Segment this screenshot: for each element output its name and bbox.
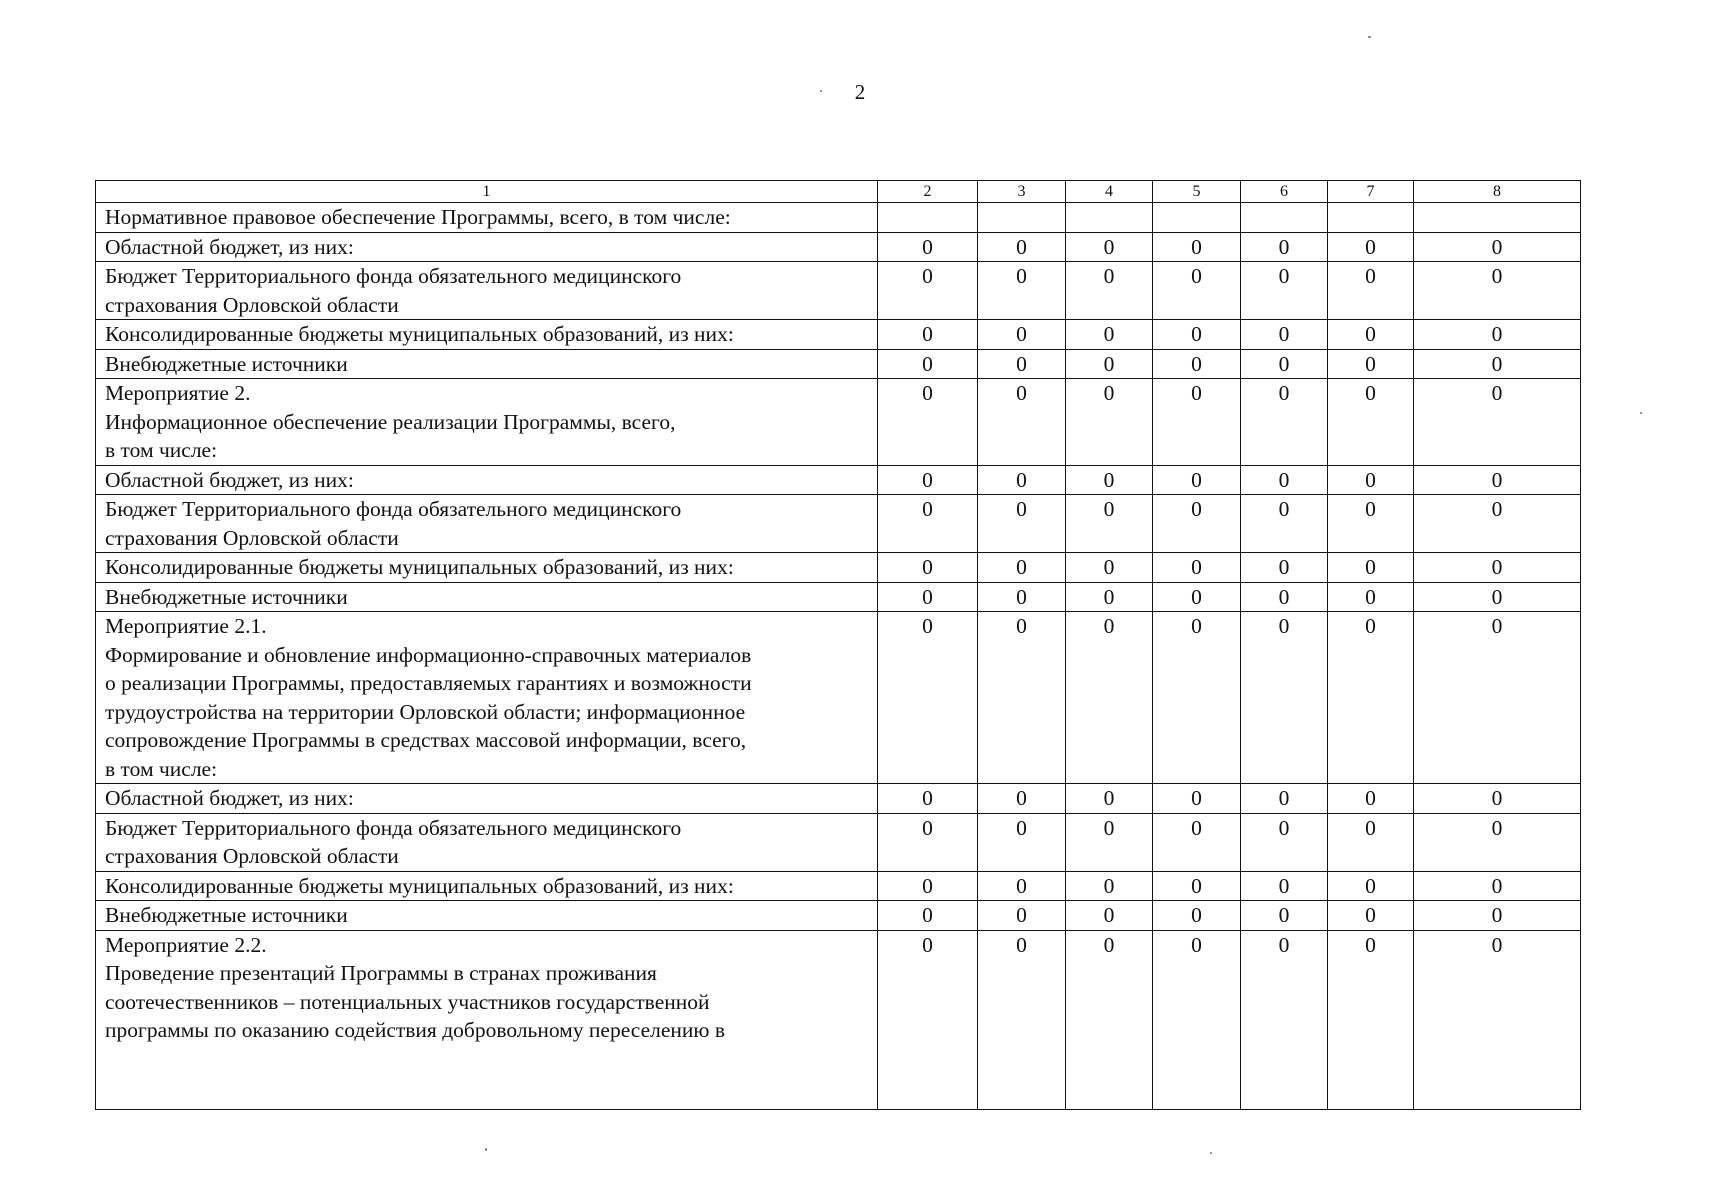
row-label: Внебюджетные источники [105,351,348,376]
value-cell [1066,203,1153,233]
row-label: Внебюджетные источники [105,903,348,927]
value-cell: 0 [1153,784,1241,814]
value-cell: 0 [878,262,978,320]
value-cell [878,203,978,233]
value-cell: 0 [1066,232,1153,262]
value-cell: 0 [1241,813,1328,871]
value-cell: 0 [1241,553,1328,583]
column-header: 5 [1153,181,1241,203]
value-cell: 0 [1414,871,1581,901]
table-row [96,262,1581,320]
value-cell: 0 [878,612,978,784]
table-row [96,612,1581,784]
table-row [96,901,1581,931]
value-cell: 0 [1153,379,1241,466]
value-cell: 0 [978,379,1066,466]
value-cell: 0 [878,232,978,262]
value-cell: 0 [978,349,1066,379]
value-cell: 0 [1066,553,1153,583]
row-label: Мероприятие 2.1. Формирование и обновление информационно-справочных материалов о реализации Программы, предоставляемых гарантиях и возможности трудоустройства на территории Орловской области; информационное сопровождение Программы в средствах массовой информации, всего, в том числе: [105,614,752,781]
value-cell: 0 [1328,784,1414,814]
value-cell: 0 [1153,262,1241,320]
value-cell: 0 [1241,901,1328,931]
value-cell: 0 [1066,262,1153,320]
value-cell: 0 [1066,901,1153,931]
value-cell: 0 [978,553,1066,583]
value-cell: 0 [978,612,1066,784]
value-cell: 0 [1414,465,1581,495]
table-row [96,930,1581,1109]
scan-speck [1210,1152,1212,1154]
value-cell: 0 [978,930,1066,1109]
value-cell: 0 [1328,871,1414,901]
table-row [96,813,1581,871]
value-cell: 0 [1414,582,1581,612]
value-cell: 0 [978,465,1066,495]
value-cell: 0 [1241,930,1328,1109]
value-cell: 0 [1066,465,1153,495]
value-cell: 0 [1153,465,1241,495]
row-label-cell [96,612,878,784]
value-cell: 0 [1414,349,1581,379]
value-cell: 0 [978,495,1066,553]
row-label-cell [96,203,878,233]
scan-speck [1640,412,1642,414]
value-cell: 0 [1414,495,1581,553]
table-row [96,203,1581,233]
row-label-cell [96,813,878,871]
row-label: Консолидированные бюджеты муниципальных образований, из них: [105,873,734,898]
table-row [96,871,1581,901]
row-label-cell [96,465,878,495]
row-label: Бюджет Территориального фонда обязательного медицинского страхования Орловской области [105,497,682,550]
row-label: Нормативное правовое обеспечение Программы, всего, в том числе: [105,205,731,229]
column-header: 7 [1328,181,1414,203]
value-cell: 0 [1414,901,1581,931]
row-label-cell [96,901,878,931]
value-cell: 0 [978,582,1066,612]
value-cell: 0 [1066,813,1153,871]
value-cell: 0 [1153,582,1241,612]
value-cell: 0 [978,871,1066,901]
value-cell: 0 [1241,465,1328,495]
row-label-cell [96,379,878,466]
value-cell [1241,203,1328,233]
column-header-row [96,181,1581,203]
value-cell: 0 [1328,582,1414,612]
table-row [96,379,1581,466]
value-cell: 0 [878,495,978,553]
table-body [96,181,1581,1110]
row-label-cell [96,784,878,814]
value-cell: 0 [1241,379,1328,466]
value-cell: 0 [878,784,978,814]
value-cell: 0 [1328,379,1414,466]
scan-speck [485,1148,487,1151]
table-row [96,349,1581,379]
value-cell: 0 [978,232,1066,262]
value-cell: 0 [1241,582,1328,612]
value-cell: 0 [978,320,1066,350]
row-label: Областной бюджет, из них: [105,786,354,810]
value-cell: 0 [978,784,1066,814]
row-label-cell [96,553,878,583]
value-cell: 0 [1153,320,1241,350]
value-cell: 0 [1328,349,1414,379]
value-cell: 0 [1066,495,1153,553]
row-label-cell [96,349,878,379]
table-row [96,784,1581,814]
column-header: 4 [1066,181,1153,203]
column-header: 6 [1241,181,1328,203]
value-cell: 0 [1414,553,1581,583]
table-row [96,495,1581,553]
column-header: 2 [878,181,978,203]
row-label-cell [96,495,878,553]
value-cell: 0 [878,901,978,931]
row-label-cell [96,320,878,350]
value-cell: 0 [1241,349,1328,379]
value-cell: 0 [1414,379,1581,466]
value-cell: 0 [1241,871,1328,901]
value-cell: 0 [1241,262,1328,320]
value-cell: 0 [1153,612,1241,784]
table-row [96,320,1581,350]
scan-speck [1368,36,1371,38]
value-cell [1153,203,1241,233]
value-cell: 0 [1414,320,1581,350]
value-cell: 0 [878,553,978,583]
value-cell: 0 [978,901,1066,931]
row-label-cell [96,871,878,901]
value-cell: 0 [1328,320,1414,350]
value-cell: 0 [878,320,978,350]
value-cell: 0 [1066,349,1153,379]
value-cell: 0 [1328,262,1414,320]
value-cell: 0 [978,262,1066,320]
table-row [96,553,1581,583]
column-header: 3 [978,181,1066,203]
row-label-cell [96,232,878,262]
row-label: Областной бюджет, из них: [105,234,354,259]
row-label: Бюджет Территориального фонда обязательного медицинского страхования Орловской области [105,815,682,868]
value-cell: 0 [1066,930,1153,1109]
value-cell: 0 [1328,232,1414,262]
table-row [96,582,1581,612]
scan-speck [820,90,822,92]
value-cell: 0 [1241,784,1328,814]
value-cell: 0 [1414,784,1581,814]
value-cell: 0 [1328,612,1414,784]
row-label: Мероприятие 2. Информационное обеспечение реализации Программы, всего, в том числе: [105,381,676,462]
value-cell: 0 [1153,232,1241,262]
value-cell: 0 [1153,495,1241,553]
value-cell: 0 [878,379,978,466]
financing-table [95,180,1581,1110]
value-cell: 0 [1153,349,1241,379]
value-cell: 0 [978,813,1066,871]
value-cell: 0 [878,582,978,612]
value-cell: 0 [1153,813,1241,871]
value-cell [978,203,1066,233]
value-cell: 0 [878,930,978,1109]
value-cell: 0 [1153,871,1241,901]
row-label: Консолидированные бюджеты муниципальных образований, из них: [105,555,734,579]
value-cell: 0 [1414,262,1581,320]
value-cell: 0 [878,871,978,901]
value-cell: 0 [1414,232,1581,262]
value-cell: 0 [1153,930,1241,1109]
value-cell: 0 [878,813,978,871]
page-number: 2 [854,80,866,104]
value-cell: 0 [1328,465,1414,495]
value-cell: 0 [1241,320,1328,350]
value-cell: 0 [1241,495,1328,553]
value-cell: 0 [1066,871,1153,901]
value-cell: 0 [1414,930,1581,1109]
value-cell: 0 [878,349,978,379]
value-cell: 0 [878,465,978,495]
value-cell: 0 [1328,813,1414,871]
value-cell: 0 [1328,553,1414,583]
table-row [96,232,1581,262]
value-cell: 0 [1328,930,1414,1109]
value-cell [1328,203,1414,233]
value-cell: 0 [1066,784,1153,814]
value-cell: 0 [1414,612,1581,784]
row-label: Внебюджетные источники [105,584,348,609]
value-cell: 0 [1241,612,1328,784]
row-label-cell [96,582,878,612]
row-label-cell [96,262,878,320]
value-cell: 0 [1241,232,1328,262]
value-cell: 0 [1066,582,1153,612]
value-cell [1414,203,1581,233]
value-cell: 0 [1066,320,1153,350]
table-row [96,465,1581,495]
row-label: Консолидированные бюджеты муниципальных образований, из них: [105,322,734,346]
value-cell: 0 [1066,612,1153,784]
value-cell: 0 [1414,813,1581,871]
row-label-cell [96,930,878,1109]
column-header: 1 [96,181,878,203]
value-cell: 0 [1328,901,1414,931]
value-cell: 0 [1153,901,1241,931]
row-label: Мероприятие 2.2. Проведение презентаций Программы в странах проживания соотечественников – потенциальных участников государственной программы по оказанию содействия добровольному переселению в [105,932,726,1042]
column-header: 8 [1414,181,1581,203]
row-label: Бюджет Территориального фонда обязательного медицинского страхования Орловской области [105,264,682,317]
value-cell: 0 [1066,379,1153,466]
value-cell: 0 [1153,553,1241,583]
value-cell: 0 [1328,495,1414,553]
row-label: Областной бюджет, из них: [105,467,354,492]
